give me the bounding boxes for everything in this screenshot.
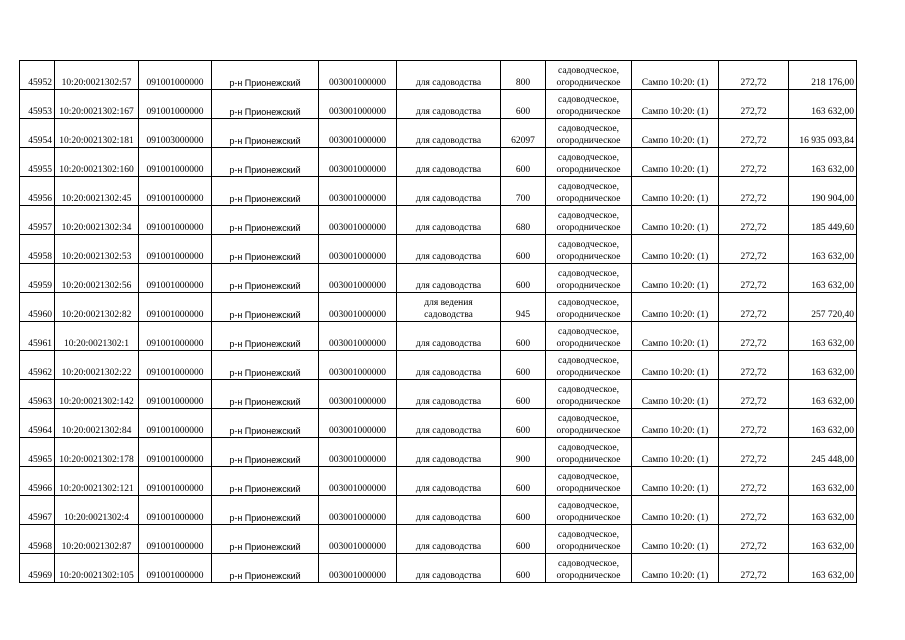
cadastral-value: 163 632,00 [789, 380, 857, 409]
land-use-type-line: огородническое [556, 78, 621, 88]
land-use-type-line: садоводческое, [558, 124, 619, 134]
valuation-zone: Сампо 10:20: (1) [632, 351, 719, 380]
okato-code: 091001000000 [139, 61, 212, 90]
land-use-type-line: огородническое [556, 107, 621, 117]
cadastral-value: 163 632,00 [789, 264, 857, 293]
permitted-purpose [397, 496, 501, 525]
table-row [20, 467, 857, 496]
permitted-purpose-line: для садоводства [415, 339, 482, 349]
row-number: 45959 [20, 264, 55, 293]
cadastral-value: 163 632,00 [789, 148, 857, 177]
permitted-purpose [397, 322, 501, 351]
specific-value: 272,72 [719, 293, 789, 322]
valuation-zone: Сампо 10:20: (1) [632, 119, 719, 148]
land-use-type [546, 293, 632, 322]
specific-value: 272,72 [719, 119, 789, 148]
cadastral-number: 10:20:0021302:121 [55, 467, 139, 496]
land-use-type [546, 235, 632, 264]
district-name: р-н Прионежский [212, 206, 319, 235]
specific-value: 272,72 [719, 235, 789, 264]
land-cadastre-table [19, 60, 857, 583]
oktmo-code: 003001000000 [319, 438, 397, 467]
area-value: 62097 [501, 119, 546, 148]
okato-code: 091001000000 [139, 177, 212, 206]
permitted-purpose [397, 61, 501, 90]
district-name: р-н Прионежский [212, 525, 319, 554]
cadastral-number: 10:20:0021302:178 [55, 438, 139, 467]
area-value: 600 [501, 496, 546, 525]
specific-value: 272,72 [719, 148, 789, 177]
table-row [20, 119, 857, 148]
land-use-type [546, 351, 632, 380]
row-number: 45954 [20, 119, 55, 148]
cadastral-number: 10:20:0021302:53 [55, 235, 139, 264]
district-name: р-н Прионежский [212, 409, 319, 438]
land-use-type [546, 438, 632, 467]
land-use-type-line: огородническое [556, 426, 621, 436]
valuation-zone: Сампо 10:20: (1) [632, 380, 719, 409]
land-use-type-line: огородническое [556, 194, 621, 204]
land-use-type-line: садоводческое, [558, 327, 619, 337]
cadastral-value: 218 176,00 [789, 61, 857, 90]
land-use-type-line: садоводческое, [558, 95, 619, 105]
land-use-type-line: огородническое [556, 455, 621, 465]
table-row [20, 554, 857, 583]
cadastral-value: 163 632,00 [789, 90, 857, 119]
valuation-zone: Сампо 10:20: (1) [632, 206, 719, 235]
okato-code: 091001000000 [139, 554, 212, 583]
land-use-type-line: огородническое [556, 310, 621, 320]
table-row [20, 380, 857, 409]
row-number: 45958 [20, 235, 55, 264]
land-use-type [546, 322, 632, 351]
area-value: 800 [501, 61, 546, 90]
land-use-type [546, 264, 632, 293]
permitted-purpose [397, 409, 501, 438]
area-value: 600 [501, 467, 546, 496]
district-name: р-н Прионежский [212, 264, 319, 293]
specific-value: 272,72 [719, 90, 789, 119]
cadastral-number: 10:20:0021302:87 [55, 525, 139, 554]
land-use-type-line: огородническое [556, 223, 621, 233]
okato-code: 091001000000 [139, 264, 212, 293]
oktmo-code: 003001000000 [319, 90, 397, 119]
table-row [20, 90, 857, 119]
okato-code: 091001000000 [139, 235, 212, 264]
district-name: р-н Прионежский [212, 293, 319, 322]
cadastral-value: 163 632,00 [789, 322, 857, 351]
cadastral-number: 10:20:0021302:45 [55, 177, 139, 206]
oktmo-code: 003001000000 [319, 496, 397, 525]
land-use-type-line: огородническое [556, 281, 621, 291]
area-value: 600 [501, 380, 546, 409]
land-use-type-line: огородническое [556, 571, 621, 581]
cadastral-number: 10:20:0021302:142 [55, 380, 139, 409]
table-row [20, 293, 857, 322]
specific-value: 272,72 [719, 467, 789, 496]
area-value: 600 [501, 409, 546, 438]
land-use-type-line: садоводческое, [558, 298, 619, 308]
permitted-purpose-line: садоводства [424, 310, 473, 320]
oktmo-code: 003001000000 [319, 177, 397, 206]
permitted-purpose-line: для садоводства [415, 571, 482, 581]
table-row [20, 235, 857, 264]
valuation-zone: Сампо 10:20: (1) [632, 61, 719, 90]
permitted-purpose [397, 293, 501, 322]
row-number: 45961 [20, 322, 55, 351]
oktmo-code: 003001000000 [319, 351, 397, 380]
valuation-zone: Сампо 10:20: (1) [632, 235, 719, 264]
land-use-type-line: садоводческое, [558, 66, 619, 76]
district-name: р-н Прионежский [212, 90, 319, 119]
specific-value: 272,72 [719, 496, 789, 525]
oktmo-code: 003001000000 [319, 322, 397, 351]
land-use-type [546, 177, 632, 206]
okato-code: 091001000000 [139, 409, 212, 438]
okato-code: 091001000000 [139, 525, 212, 554]
okato-code: 091001000000 [139, 148, 212, 177]
area-value: 600 [501, 322, 546, 351]
okato-code: 091001000000 [139, 438, 212, 467]
district-name: р-н Прионежский [212, 119, 319, 148]
cadastral-number: 10:20:0021302:4 [55, 496, 139, 525]
cadastral-number: 10:20:0021302:34 [55, 206, 139, 235]
cadastral-value: 163 632,00 [789, 235, 857, 264]
permitted-purpose-line: для садоводства [415, 513, 482, 523]
specific-value: 272,72 [719, 206, 789, 235]
oktmo-code: 003001000000 [319, 264, 397, 293]
specific-value: 272,72 [719, 351, 789, 380]
cadastral-value: 163 632,00 [789, 525, 857, 554]
district-name: р-н Прионежский [212, 148, 319, 177]
district-name: р-н Прионежский [212, 322, 319, 351]
permitted-purpose-line: для садоводства [415, 223, 482, 233]
district-name: р-н Прионежский [212, 554, 319, 583]
area-value: 945 [501, 293, 546, 322]
land-use-type [546, 119, 632, 148]
area-value: 600 [501, 235, 546, 264]
area-value: 600 [501, 90, 546, 119]
valuation-zone: Сампо 10:20: (1) [632, 264, 719, 293]
permitted-purpose-line: для садоводства [415, 252, 482, 262]
table-row [20, 351, 857, 380]
cadastral-number: 10:20:0021302:82 [55, 293, 139, 322]
cadastral-value: 190 904,00 [789, 177, 857, 206]
district-name: р-н Прионежский [212, 380, 319, 409]
oktmo-code: 003001000000 [319, 119, 397, 148]
land-use-type-line: садоводческое, [558, 559, 619, 569]
valuation-zone: Сампо 10:20: (1) [632, 554, 719, 583]
okato-code: 091001000000 [139, 380, 212, 409]
table-row [20, 61, 857, 90]
land-use-type-line: огородническое [556, 542, 621, 552]
specific-value: 272,72 [719, 264, 789, 293]
row-number: 45962 [20, 351, 55, 380]
permitted-purpose-line: для садоводства [415, 281, 482, 291]
permitted-purpose-line: для садоводства [415, 107, 482, 117]
specific-value: 272,72 [719, 177, 789, 206]
oktmo-code: 003001000000 [319, 206, 397, 235]
permitted-purpose [397, 177, 501, 206]
land-use-type [546, 467, 632, 496]
specific-value: 272,72 [719, 438, 789, 467]
land-use-type-line: садоводческое, [558, 153, 619, 163]
area-value: 600 [501, 148, 546, 177]
oktmo-code: 003001000000 [319, 293, 397, 322]
permitted-purpose-line: для садоводства [415, 455, 482, 465]
cadastral-number: 10:20:0021302:22 [55, 351, 139, 380]
oktmo-code: 003001000000 [319, 525, 397, 554]
land-use-type [546, 496, 632, 525]
permitted-purpose [397, 554, 501, 583]
cadastral-number: 10:20:0021302:167 [55, 90, 139, 119]
valuation-zone: Сампо 10:20: (1) [632, 322, 719, 351]
area-value: 600 [501, 525, 546, 554]
land-use-type-line: садоводческое, [558, 530, 619, 540]
row-number: 45966 [20, 467, 55, 496]
okato-code: 091001000000 [139, 206, 212, 235]
permitted-purpose [397, 380, 501, 409]
cadastral-number: 10:20:0021302:56 [55, 264, 139, 293]
district-name: р-н Прионежский [212, 438, 319, 467]
land-use-type [546, 554, 632, 583]
valuation-zone: Сампо 10:20: (1) [632, 496, 719, 525]
cadastral-value: 163 632,00 [789, 467, 857, 496]
row-number: 45968 [20, 525, 55, 554]
district-name: р-н Прионежский [212, 496, 319, 525]
row-number: 45969 [20, 554, 55, 583]
land-use-type-line: садоводческое, [558, 269, 619, 279]
row-number: 45967 [20, 496, 55, 525]
land-use-type-line: садоводческое, [558, 414, 619, 424]
area-value: 600 [501, 264, 546, 293]
valuation-zone: Сампо 10:20: (1) [632, 409, 719, 438]
okato-code: 091001000000 [139, 293, 212, 322]
cadastral-number: 10:20:0021302:1 [55, 322, 139, 351]
specific-value: 272,72 [719, 525, 789, 554]
cadastral-value: 163 632,00 [789, 496, 857, 525]
permitted-purpose-line: для садоводства [415, 397, 482, 407]
land-use-type [546, 380, 632, 409]
district-name: р-н Прионежский [212, 177, 319, 206]
oktmo-code: 003001000000 [319, 148, 397, 177]
oktmo-code: 003001000000 [319, 235, 397, 264]
permitted-purpose [397, 351, 501, 380]
district-name: р-н Прионежский [212, 235, 319, 264]
land-use-type-line: садоводческое, [558, 385, 619, 395]
row-number: 45957 [20, 206, 55, 235]
row-number: 45952 [20, 61, 55, 90]
land-use-type-line: огородническое [556, 136, 621, 146]
permitted-purpose-line: для садоводства [415, 368, 482, 378]
permitted-purpose-line: для садоводства [415, 136, 482, 146]
land-use-type-line: садоводческое, [558, 240, 619, 250]
land-use-type-line: садоводческое, [558, 501, 619, 511]
cadastral-value: 185 449,60 [789, 206, 857, 235]
area-value: 680 [501, 206, 546, 235]
land-use-type [546, 90, 632, 119]
specific-value: 272,72 [719, 554, 789, 583]
cadastral-value: 257 720,40 [789, 293, 857, 322]
permitted-purpose [397, 525, 501, 554]
row-number: 45953 [20, 90, 55, 119]
district-name: р-н Прионежский [212, 467, 319, 496]
area-value: 900 [501, 438, 546, 467]
permitted-purpose [397, 90, 501, 119]
permitted-purpose-line: для садоводства [415, 78, 482, 88]
land-use-type [546, 206, 632, 235]
permitted-purpose [397, 119, 501, 148]
row-number: 45965 [20, 438, 55, 467]
permitted-purpose-line: для садоводства [415, 542, 482, 552]
land-use-type-line: огородническое [556, 484, 621, 494]
table-row [20, 264, 857, 293]
cadastral-number: 10:20:0021302:105 [55, 554, 139, 583]
permitted-purpose-line: для садоводства [415, 194, 482, 204]
row-number: 45956 [20, 177, 55, 206]
area-value: 600 [501, 351, 546, 380]
specific-value: 272,72 [719, 409, 789, 438]
land-use-type-line: огородническое [556, 252, 621, 262]
valuation-zone: Сампо 10:20: (1) [632, 467, 719, 496]
land-use-type-line: огородническое [556, 165, 621, 175]
table-row [20, 148, 857, 177]
table-row [20, 177, 857, 206]
land-use-type [546, 525, 632, 554]
oktmo-code: 003001000000 [319, 467, 397, 496]
land-use-type-line: садоводческое, [558, 472, 619, 482]
valuation-zone: Сампо 10:20: (1) [632, 90, 719, 119]
okato-code: 091001000000 [139, 351, 212, 380]
permitted-purpose-line: для ведения [424, 298, 473, 308]
district-name: р-н Прионежский [212, 61, 319, 90]
okato-code: 091001000000 [139, 496, 212, 525]
district-name: р-н Прионежский [212, 351, 319, 380]
cadastral-number: 10:20:0021302:181 [55, 119, 139, 148]
area-value: 600 [501, 554, 546, 583]
specific-value: 272,72 [719, 322, 789, 351]
cadastral-number: 10:20:0021302:57 [55, 61, 139, 90]
land-use-type [546, 148, 632, 177]
cadastral-value: 163 632,00 [789, 554, 857, 583]
valuation-zone: Сампо 10:20: (1) [632, 177, 719, 206]
valuation-zone: Сампо 10:20: (1) [632, 438, 719, 467]
oktmo-code: 003001000000 [319, 61, 397, 90]
land-use-type-line: садоводческое, [558, 182, 619, 192]
permitted-purpose [397, 264, 501, 293]
row-number: 45963 [20, 380, 55, 409]
land-use-type-line: огородническое [556, 368, 621, 378]
area-value: 700 [501, 177, 546, 206]
permitted-purpose-line: для садоводства [415, 165, 482, 175]
permitted-purpose [397, 438, 501, 467]
valuation-zone: Сампо 10:20: (1) [632, 293, 719, 322]
cadastral-value: 16 935 093,84 [789, 119, 857, 148]
table-row [20, 409, 857, 438]
cadastral-value: 245 448,00 [789, 438, 857, 467]
valuation-zone: Сампо 10:20: (1) [632, 148, 719, 177]
row-number: 45955 [20, 148, 55, 177]
cadastral-value: 163 632,00 [789, 409, 857, 438]
land-use-type-line: садоводческое, [558, 356, 619, 366]
specific-value: 272,72 [719, 380, 789, 409]
specific-value: 272,72 [719, 61, 789, 90]
table-row [20, 322, 857, 351]
oktmo-code: 003001000000 [319, 409, 397, 438]
land-use-type-line: огородническое [556, 397, 621, 407]
table-row [20, 496, 857, 525]
okato-code: 091001000000 [139, 467, 212, 496]
permitted-purpose [397, 467, 501, 496]
row-number: 45960 [20, 293, 55, 322]
valuation-zone: Сампо 10:20: (1) [632, 525, 719, 554]
cadastral-number: 10:20:0021302:160 [55, 148, 139, 177]
permitted-purpose [397, 148, 501, 177]
permitted-purpose [397, 235, 501, 264]
okato-code: 091001000000 [139, 90, 212, 119]
land-use-type [546, 409, 632, 438]
cadastral-number: 10:20:0021302:84 [55, 409, 139, 438]
land-use-type [546, 61, 632, 90]
table-row [20, 438, 857, 467]
cadastral-value: 163 632,00 [789, 351, 857, 380]
okato-code: 091003000000 [139, 119, 212, 148]
land-use-type-line: огородническое [556, 339, 621, 349]
land-use-type-line: огородническое [556, 513, 621, 523]
permitted-purpose-line: для садоводства [415, 426, 482, 436]
oktmo-code: 003001000000 [319, 380, 397, 409]
row-number: 45964 [20, 409, 55, 438]
permitted-purpose-line: для садоводства [415, 484, 482, 494]
permitted-purpose [397, 206, 501, 235]
table-row [20, 525, 857, 554]
oktmo-code: 003001000000 [319, 554, 397, 583]
land-use-type-line: садоводческое, [558, 211, 619, 221]
land-use-type-line: садоводческое, [558, 443, 619, 453]
okato-code: 091001000000 [139, 322, 212, 351]
table-row [20, 206, 857, 235]
